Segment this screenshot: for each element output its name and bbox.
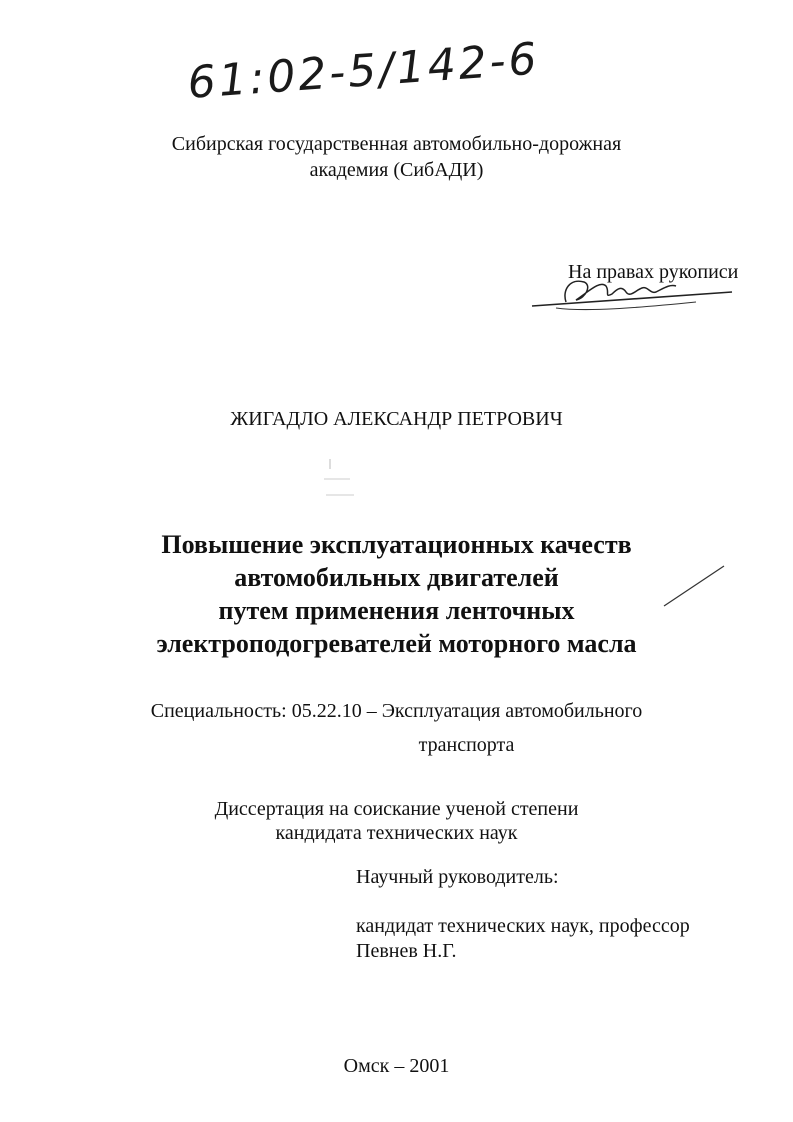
institution-line-2: академия (СибАДИ) — [309, 159, 484, 181]
title-line-1: Повышение эксплуатационных качеств — [161, 530, 632, 559]
degree-line-1: Диссертация на соискание ученой степени — [214, 798, 579, 820]
city-year: Омск – 2001 — [343, 1055, 450, 1077]
pen-stroke-mark — [660, 560, 730, 610]
signature-icon — [526, 268, 736, 318]
author-name: ЖИГАДЛО АЛЕКСАНДР ПЕТРОВИЧ — [230, 408, 563, 430]
supervisor-title: кандидат технических наук, профессор — [356, 915, 690, 937]
degree-line-2: кандидата технических наук — [275, 822, 518, 844]
archive-code-handwritten: 61:02-5/142-6 — [186, 33, 542, 109]
specialty-line-2: транспорта — [418, 734, 515, 756]
institution-line-1: Сибирская государственная автомобильно-дорожная — [171, 133, 622, 155]
title-line-4: электроподогревателей моторного масла — [156, 629, 637, 658]
supervisor-name: Певнев Н.Г. — [356, 940, 457, 962]
title-line-2: автомобильных двигателей — [234, 563, 559, 592]
specialty-line-1: Специальность: 05.22.10 – Эксплуатация автомобильного — [150, 700, 643, 722]
title-line-3: путем применения ленточных — [218, 596, 575, 625]
scan-artifact-marks — [320, 455, 360, 505]
supervisor-label: Научный руководитель: — [356, 866, 559, 888]
rights-note: На правах рукописи — [568, 261, 739, 283]
